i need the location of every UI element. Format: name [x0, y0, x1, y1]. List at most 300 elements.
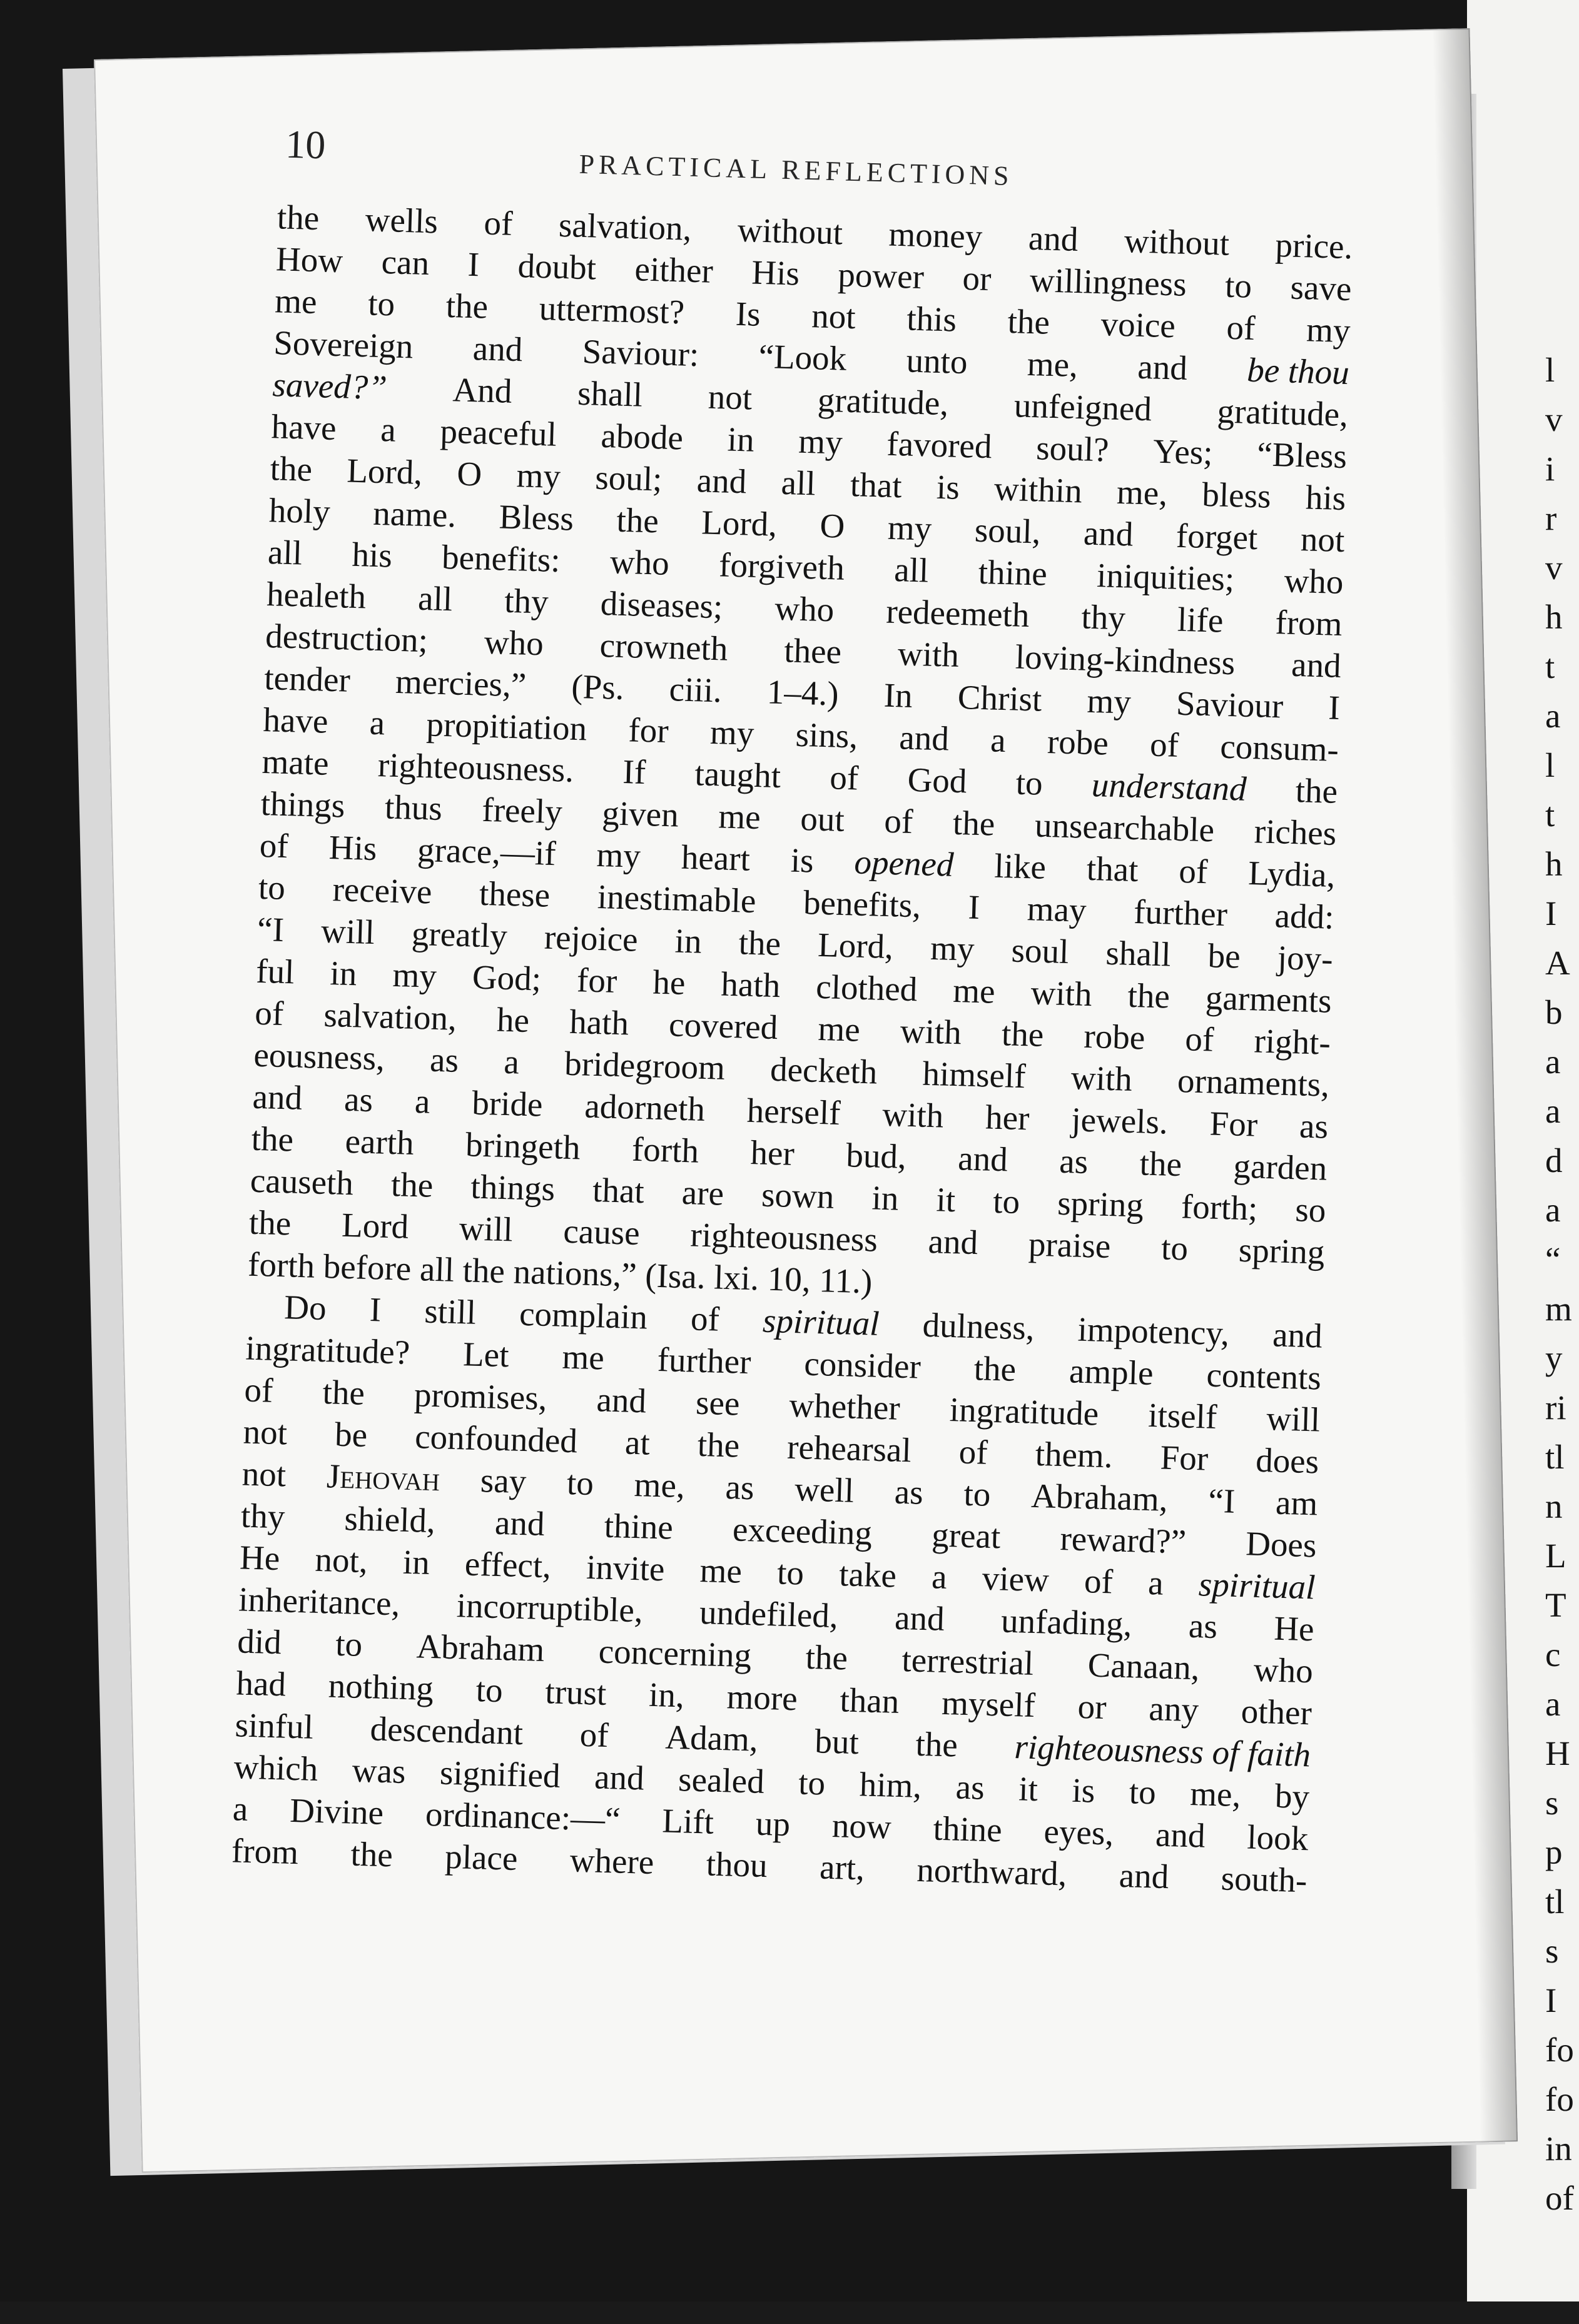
word: adorneth — [584, 1086, 706, 1128]
word: had — [235, 1664, 287, 1704]
word: me, — [1027, 344, 1079, 385]
word: me — [561, 1337, 605, 1377]
word: of — [883, 801, 914, 841]
word: salvation, — [323, 995, 457, 1038]
word: her — [985, 1098, 1030, 1138]
word: He — [239, 1538, 281, 1578]
adjacent-page-fragment: a — [1545, 1685, 1561, 1723]
word: see — [695, 1383, 741, 1423]
word: mercies,” — [395, 662, 527, 704]
word: with — [897, 634, 960, 674]
adjacent-page-fragment: fo — [1545, 2031, 1574, 2069]
word: voice — [1100, 305, 1176, 345]
word: place — [444, 1837, 519, 1878]
word: himself — [922, 1054, 1027, 1096]
word: in — [674, 921, 703, 961]
word: my — [709, 712, 755, 752]
word: from — [231, 1831, 299, 1872]
word: south- — [1221, 1859, 1308, 1900]
word: sealed — [678, 1760, 765, 1801]
word: earth — [344, 1121, 415, 1162]
word: myself — [941, 1683, 1036, 1725]
word: of — [254, 993, 285, 1033]
word: and — [957, 1139, 1008, 1179]
word: ingratitude? — [245, 1328, 411, 1372]
word: to — [475, 1670, 504, 1710]
word: wells — [365, 200, 439, 241]
word: His — [751, 253, 800, 293]
word: to — [1160, 1228, 1189, 1268]
word: soul — [1010, 931, 1070, 971]
word: to — [1015, 763, 1043, 802]
word: riches — [1254, 812, 1338, 852]
word: name. — [372, 493, 457, 535]
word: them. — [1035, 1434, 1114, 1475]
word: dulness, — [922, 1305, 1035, 1347]
word: say — [480, 1461, 527, 1501]
word: confounded — [414, 1417, 578, 1460]
word: ornaments, — [1177, 1061, 1330, 1104]
word: Adam, — [664, 1717, 759, 1759]
word: as — [1188, 1606, 1218, 1646]
word: “Look — [758, 336, 848, 378]
word: who — [1253, 1650, 1314, 1690]
word: he — [652, 962, 686, 1002]
word: to — [992, 1181, 1021, 1221]
adjacent-page-fragment: r — [1545, 499, 1557, 537]
word: so — [1294, 1190, 1327, 1230]
word: either — [634, 250, 714, 290]
word: did — [236, 1622, 282, 1662]
word: hath — [720, 964, 781, 1005]
word: at — [624, 1423, 651, 1462]
word: abode — [600, 416, 684, 457]
body-text — [231, 196, 1353, 1901]
word: Sovereign — [273, 323, 414, 366]
word: crowneth — [599, 625, 729, 668]
word: art, — [819, 1847, 865, 1887]
word: freely — [481, 790, 563, 831]
word: power — [837, 255, 925, 296]
word: Jehovah — [326, 1457, 440, 1498]
word: his — [1305, 478, 1346, 518]
word: within — [993, 469, 1083, 510]
word: for — [627, 710, 669, 750]
word: decketh — [769, 1049, 878, 1091]
word: thine — [932, 1809, 1003, 1849]
adjacent-page-fragment: L — [1545, 1537, 1566, 1575]
word: soul; — [594, 458, 663, 498]
word: eousness, — [253, 1035, 385, 1078]
word: the — [445, 286, 489, 326]
word: me, — [1189, 1774, 1242, 1814]
word: unto — [905, 341, 968, 381]
word: ful — [255, 951, 295, 991]
word: Saviour: — [582, 331, 700, 374]
word: to — [566, 1463, 594, 1503]
word: I — [1328, 688, 1341, 727]
word: not — [241, 1454, 287, 1494]
adjacent-page-fragment: i — [1545, 450, 1555, 488]
word: the — [251, 1119, 294, 1159]
word: other — [1241, 1692, 1312, 1732]
word: Lord, — [346, 451, 423, 492]
word: inheritance, — [238, 1580, 401, 1623]
word: shield, — [343, 1499, 436, 1540]
word: exceeding — [732, 1510, 873, 1552]
adjacent-page-fragment: h — [1545, 598, 1563, 636]
word: northward, — [916, 1850, 1068, 1893]
adjacent-page-fragment: s — [1545, 1932, 1559, 1970]
word: view — [982, 1559, 1050, 1599]
adjacent-page-fragment: b — [1545, 993, 1563, 1031]
word: her — [749, 1133, 795, 1173]
word: How — [275, 240, 343, 280]
word: willingness — [1029, 260, 1187, 303]
word: and — [1155, 1815, 1206, 1855]
word: (Isa. — [644, 1256, 715, 1296]
word: Lord — [341, 1205, 410, 1246]
word: all — [780, 463, 816, 503]
adjacent-page-fragment: A — [1545, 944, 1570, 982]
word: O — [819, 506, 846, 545]
word: praise — [1028, 1225, 1112, 1266]
page-number: 10 — [285, 121, 327, 168]
word: understand — [1091, 765, 1247, 808]
adjacent-page-fragment: fo — [1545, 2080, 1574, 2118]
word: not — [708, 377, 753, 417]
word: nations,” — [512, 1252, 646, 1295]
word: Abraham — [415, 1627, 546, 1669]
word: where — [569, 1841, 655, 1882]
word: be thou — [1246, 350, 1350, 392]
word: uttermost? — [539, 289, 685, 331]
word: unfading, — [1000, 1601, 1133, 1644]
word: In — [883, 675, 913, 715]
word: be — [1207, 936, 1241, 976]
word: in, — [648, 1675, 685, 1715]
word: to — [798, 1763, 826, 1802]
adjacent-page-fragment: h — [1545, 845, 1563, 883]
word: my — [798, 422, 843, 462]
adjacent-page-fragment: d — [1545, 1141, 1563, 1180]
word: not — [811, 296, 856, 336]
word: of — [690, 1299, 720, 1338]
word: terrestrial — [901, 1640, 1035, 1682]
word: I — [467, 245, 480, 284]
word: “I — [256, 909, 285, 949]
word: and — [594, 1757, 645, 1797]
word: I — [369, 1290, 382, 1329]
word: righteousness of faith — [1013, 1727, 1311, 1774]
word: spring — [1238, 1230, 1326, 1271]
word: and — [696, 461, 748, 501]
word: in — [726, 420, 755, 459]
word: of — [1226, 308, 1256, 347]
word: thine — [978, 552, 1048, 593]
word: God; — [472, 957, 542, 998]
word: mate — [261, 742, 330, 782]
word: but — [814, 1722, 860, 1762]
word: the — [973, 1349, 1017, 1388]
word: (Ps. — [571, 667, 625, 707]
adjacent-page-fragment: H — [1545, 1734, 1570, 1772]
adjacent-page-fragment: n — [1545, 1487, 1563, 1525]
word: His — [328, 827, 378, 868]
word: my — [515, 456, 561, 496]
word: heart — [681, 837, 751, 878]
word: receive — [332, 870, 433, 911]
word: more — [726, 1677, 798, 1718]
word: Lydia, — [1247, 854, 1336, 894]
word: to — [776, 1553, 805, 1592]
word: all — [893, 550, 930, 590]
word: And — [452, 370, 513, 410]
word: was — [352, 1751, 407, 1791]
word: benefits, — [803, 883, 922, 925]
word: benefits: — [441, 537, 561, 580]
word: Yes; — [1152, 432, 1214, 472]
word: in — [329, 954, 358, 993]
word: not — [242, 1412, 288, 1452]
word: of — [243, 1370, 274, 1410]
word: promises, — [414, 1375, 548, 1418]
word: the — [277, 198, 320, 238]
word: of — [958, 1432, 988, 1472]
word: garden — [1232, 1146, 1328, 1188]
word: hath — [569, 1002, 629, 1043]
word: still — [424, 1291, 477, 1331]
word: great — [931, 1515, 1002, 1556]
word: that — [850, 465, 903, 505]
word: bride — [471, 1083, 544, 1124]
adjacent-page-fragment: I — [1545, 1981, 1557, 2019]
word: consum- — [1219, 727, 1339, 769]
word: whether — [788, 1385, 901, 1427]
word: healeth — [266, 575, 367, 616]
word: Does — [1245, 1524, 1318, 1565]
word: a — [503, 1042, 520, 1081]
word: as — [343, 1079, 373, 1119]
word: given — [601, 794, 679, 834]
word: peaceful — [439, 412, 557, 453]
word: is — [1071, 1771, 1096, 1810]
word: things — [260, 784, 346, 825]
word: my — [392, 955, 437, 995]
adjacent-page-fragment: v — [1545, 548, 1563, 587]
adjacent-page-fragment: tl — [1545, 1882, 1565, 1921]
word: joy- — [1277, 938, 1334, 978]
word: a — [931, 1557, 948, 1596]
word: forth — [631, 1129, 699, 1170]
word: iniquities; — [1096, 556, 1236, 599]
word: diseases; — [600, 584, 724, 626]
word: can — [380, 242, 430, 283]
word: the — [462, 1251, 514, 1291]
word: the — [390, 1165, 434, 1205]
word: and — [596, 1380, 647, 1420]
word: me — [952, 971, 996, 1011]
word: by — [1274, 1776, 1310, 1816]
word: take — [838, 1555, 897, 1595]
word: the — [1295, 771, 1338, 811]
adjacent-page-fragment: in — [1545, 2129, 1572, 2168]
word: favored — [886, 424, 993, 466]
word: greatly — [411, 914, 508, 955]
word: a — [232, 1789, 249, 1828]
word: spiritual — [1198, 1565, 1316, 1607]
word: 1–4.) — [766, 672, 840, 713]
word: shall — [577, 373, 643, 414]
word: the — [350, 1834, 393, 1874]
adjacent-page-fragment: t — [1545, 647, 1555, 685]
word: shall — [1105, 933, 1172, 974]
word: thine — [604, 1506, 674, 1547]
adjacent-page-fragment: a — [1545, 697, 1561, 735]
word: my — [1306, 310, 1351, 350]
word: of — [1178, 851, 1209, 891]
word: things — [470, 1167, 556, 1208]
word: further — [1133, 892, 1228, 934]
word: and — [251, 1077, 303, 1117]
word: me, — [1116, 472, 1168, 513]
word: as — [429, 1040, 459, 1079]
word: O — [456, 454, 483, 493]
word: a — [1147, 1563, 1164, 1602]
word: complain — [519, 1294, 648, 1336]
word: salvation, — [558, 205, 693, 248]
word: doubt — [517, 246, 597, 287]
word: Let — [462, 1335, 510, 1375]
word: to — [1224, 266, 1252, 305]
word: signified — [439, 1753, 561, 1795]
word: and — [927, 1221, 979, 1262]
word: have — [262, 700, 329, 740]
word: lxi. — [713, 1258, 768, 1298]
word: forget — [1175, 516, 1259, 557]
word: nothing — [328, 1666, 434, 1708]
word: a — [990, 720, 1007, 760]
word: saved?” — [272, 365, 388, 407]
word: or — [962, 258, 992, 298]
word: unsearchable — [1034, 806, 1215, 849]
word: and — [1137, 347, 1188, 387]
word: robe — [1047, 722, 1109, 762]
word: a — [368, 703, 386, 742]
word: and — [494, 1503, 546, 1543]
word: Canaan, — [1087, 1645, 1201, 1687]
word: to — [1129, 1772, 1157, 1812]
word: and — [1291, 645, 1342, 685]
adjacent-page-fragment: t — [1545, 796, 1555, 834]
word: well — [794, 1470, 855, 1510]
word: the — [1007, 301, 1050, 341]
word: redeemeth — [885, 592, 1030, 635]
word: a — [380, 410, 397, 449]
word: of — [1149, 725, 1179, 764]
word: gratitude, — [1216, 392, 1349, 434]
adjacent-page-fragment: y — [1545, 1339, 1563, 1377]
word: propitiation — [425, 705, 588, 748]
word: the — [697, 1425, 740, 1465]
word: as — [1059, 1141, 1089, 1181]
word: from — [1274, 603, 1343, 644]
word: of — [483, 203, 514, 243]
word: the — [952, 803, 996, 843]
word: 11.) — [818, 1261, 873, 1301]
word: taught — [694, 754, 781, 796]
word: Divine — [289, 1791, 384, 1832]
word: Is — [734, 294, 761, 333]
word: these — [479, 874, 551, 914]
word: Christ — [957, 677, 1043, 719]
word: me, — [633, 1465, 686, 1505]
word: rejoice — [544, 917, 639, 959]
word: am — [1275, 1483, 1319, 1523]
word: in — [871, 1178, 900, 1218]
adjacent-page-fragment: ri — [1545, 1388, 1566, 1427]
word: effect, — [464, 1544, 552, 1585]
word: thou — [706, 1844, 768, 1885]
word: rehearsal — [786, 1427, 912, 1470]
word: out — [800, 799, 845, 839]
word: grace,—if — [417, 830, 557, 873]
adjacent-page-fragment: I — [1545, 894, 1557, 932]
word: Abraham, — [1030, 1476, 1169, 1518]
word: that — [1086, 849, 1139, 889]
word: is — [936, 467, 960, 507]
word: He — [1273, 1609, 1315, 1649]
word: of — [1184, 1019, 1215, 1059]
word: me — [817, 1009, 861, 1049]
word: up — [755, 1804, 791, 1844]
word: Bless — [498, 497, 574, 538]
word: bringeth — [465, 1125, 581, 1167]
word: thy — [240, 1496, 286, 1536]
word: jewels. — [1070, 1100, 1169, 1141]
word: righteousness. — [377, 745, 574, 789]
word: “I — [1207, 1481, 1236, 1520]
word: thus — [384, 787, 443, 827]
word: Saviour — [1175, 684, 1284, 725]
word: Lift — [661, 1801, 714, 1841]
word: ingratitude — [949, 1390, 1099, 1433]
word: loving-kindness — [1015, 637, 1236, 682]
word: price. — [1274, 225, 1354, 266]
word: than — [839, 1680, 900, 1720]
word: spiritual — [762, 1301, 880, 1343]
word: covered — [668, 1005, 779, 1047]
running-head: PRACTICAL REFLECTIONS — [578, 148, 1014, 192]
word: like — [993, 846, 1047, 886]
word: thee — [783, 631, 842, 671]
word: are — [681, 1173, 724, 1213]
word: all — [419, 1250, 464, 1290]
word: the — [616, 500, 659, 540]
adjacent-page-fragment: a — [1545, 1043, 1561, 1081]
word: destruction; — [265, 617, 429, 660]
word: bridegroom — [564, 1044, 726, 1087]
word: of — [1084, 1562, 1114, 1601]
word: sinful — [234, 1705, 314, 1746]
word: all — [417, 578, 454, 619]
word: my — [887, 508, 933, 548]
word: 10, — [767, 1259, 820, 1300]
word: and — [1272, 1315, 1323, 1355]
word: will — [459, 1209, 514, 1249]
word: contents — [1206, 1355, 1322, 1397]
word: herself — [746, 1091, 841, 1132]
